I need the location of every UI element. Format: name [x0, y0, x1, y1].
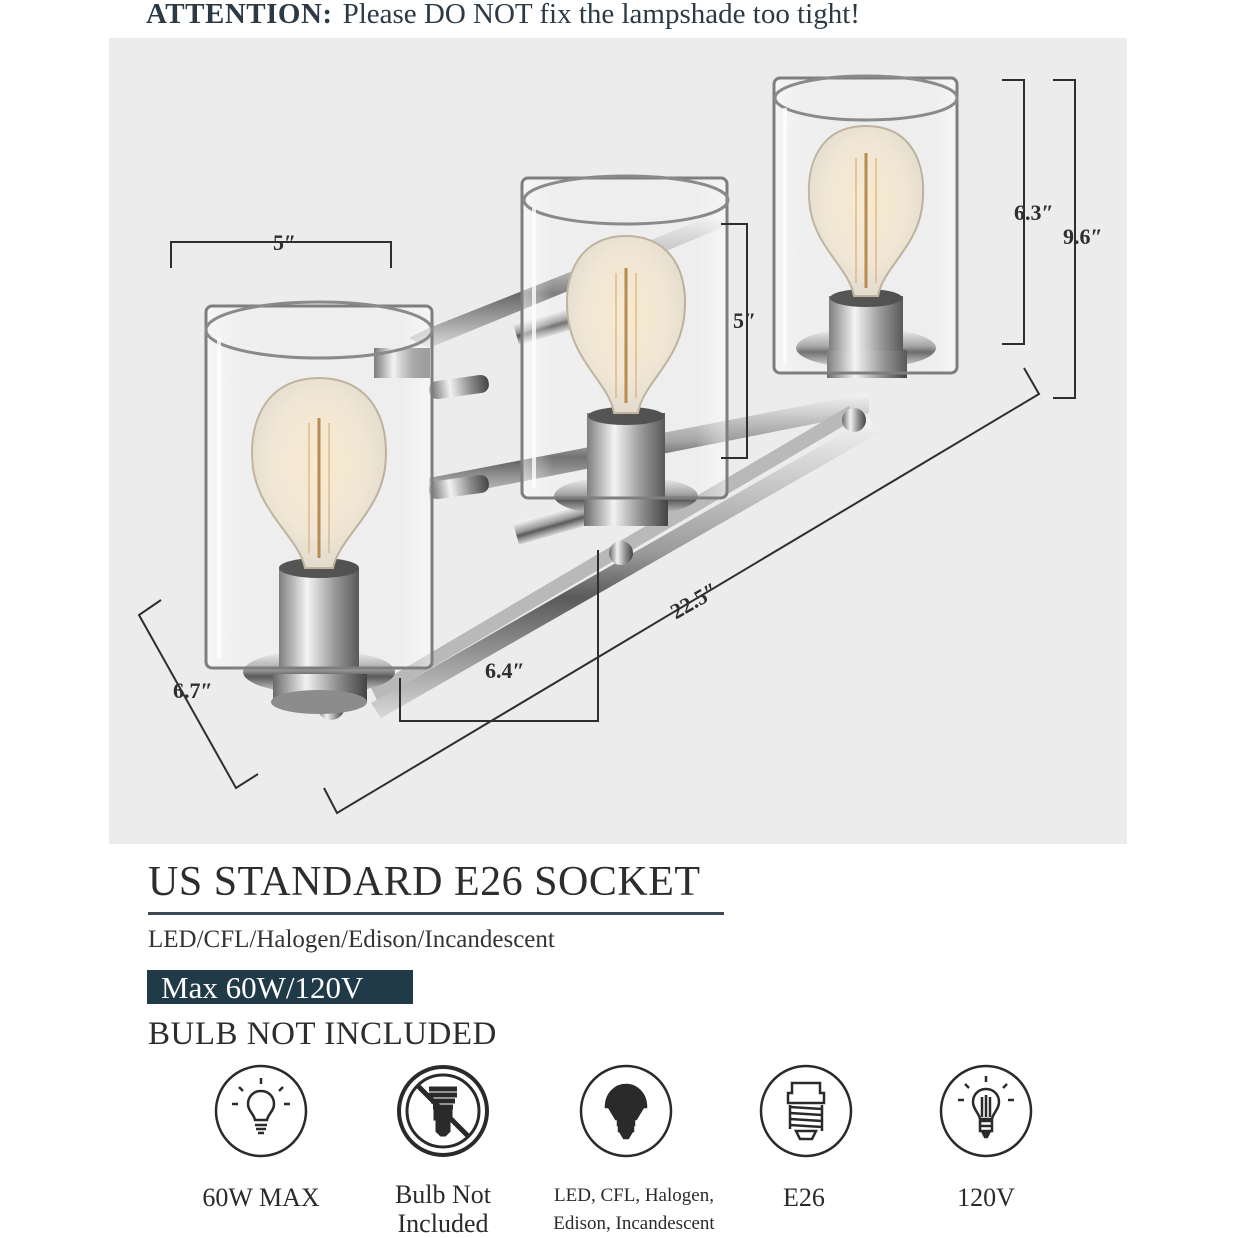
caption-60w-max: 60W MAX	[202, 1183, 320, 1212]
dim-overall-height: 9.6″	[1063, 224, 1103, 249]
product-dimension-image	[109, 38, 1127, 844]
bulb-types-text: LED/CFL/Halogen/Edison/Incandescent	[148, 926, 555, 953]
caption-led-line2: Edison, Incandescent	[553, 1213, 715, 1234]
lamp-right	[774, 76, 957, 378]
e26-socket-icon	[758, 1063, 854, 1159]
attention-message: Please DO NOT fix the lampshade too tight!	[342, 0, 860, 30]
bulb-60w-icon	[213, 1063, 309, 1159]
dim-shade-width: 5″	[273, 230, 297, 255]
heading-divider	[148, 912, 724, 915]
dim-overall-width: 22.5″	[665, 577, 723, 625]
socket-heading: US STANDARD E26 SOCKET	[148, 859, 701, 905]
caption-led-line1: LED, CFL, Halogen,	[554, 1185, 714, 1206]
caption-bulb-not-line1: Bulb Not	[394, 1180, 492, 1209]
lamp-middle	[522, 176, 728, 526]
dim-canopy-height: 6.3″	[1014, 200, 1054, 225]
attention-label: ATTENTION:	[146, 0, 333, 30]
caption-bulb-not-line2: Included	[397, 1209, 489, 1238]
bulb-not-included-text: BULB NOT INCLUDED	[148, 1016, 497, 1052]
edison-bulb-120v-icon	[938, 1063, 1034, 1159]
dim-spacing: 6.4″	[485, 658, 525, 683]
max-rating-badge: Max 60W/120V	[147, 970, 413, 1004]
bulb-not-included-icon	[395, 1063, 491, 1159]
caption-e26: E26	[783, 1183, 825, 1212]
vanity-light-illustration	[109, 38, 1127, 844]
caption-120v: 120V	[957, 1183, 1015, 1212]
dim-depth: 6.7″	[173, 678, 213, 703]
led-bulb-icon	[578, 1063, 674, 1159]
attention-banner	[146, 0, 860, 32]
lamp-left	[206, 302, 432, 714]
dim-shade-height: 5″	[733, 308, 757, 333]
